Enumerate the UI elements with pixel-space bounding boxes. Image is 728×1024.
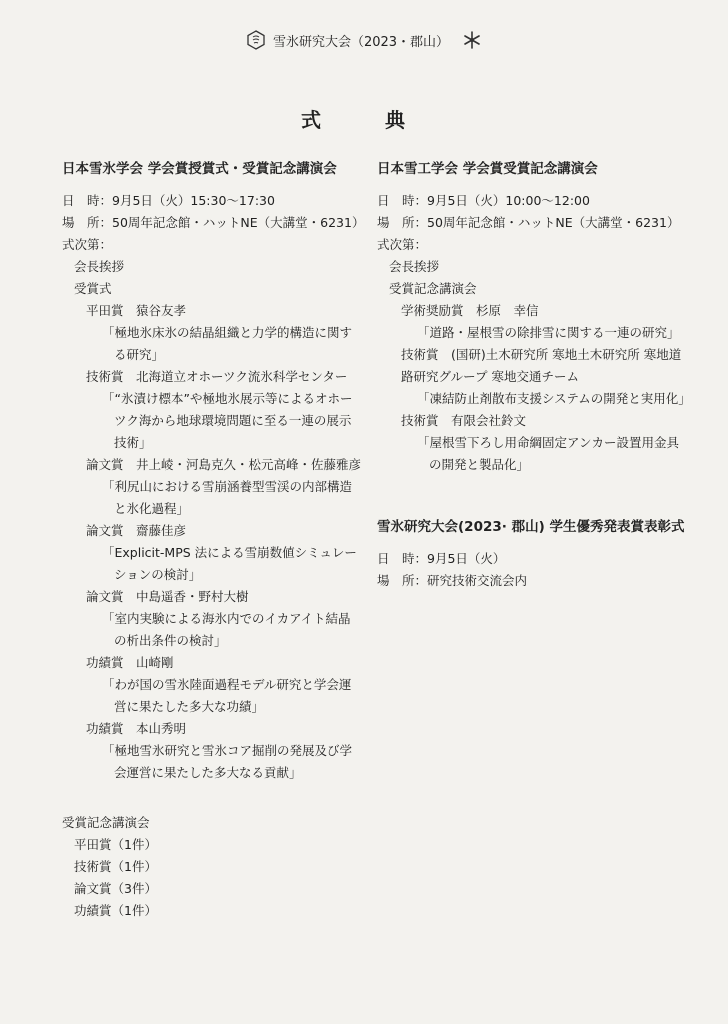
student-award-heading: 雪氷研究大会(2023· 郡山) 学生優秀発表賞表彰式	[377, 519, 685, 535]
page-title: 式 典	[301, 108, 427, 132]
award-citation: 「極地雪氷研究と雪氷コア掘削の発展及び学会運営に果たした多大なる貢献」	[102, 743, 353, 780]
lecture-item: 功績賞（1件）	[74, 903, 157, 918]
lectures-label: 受賞記念講演会	[62, 815, 150, 830]
award-name: 論文賞 井上崚・河島克久・松元高峰・佐藤雅彦	[86, 457, 362, 472]
lecture-item: 技術賞（1件）	[74, 859, 157, 874]
award-name: 技術賞 北海道立オホーツク流氷科学センター	[86, 369, 348, 384]
left-program-label: 式次第：	[62, 237, 113, 252]
left-place: 場 所：50周年記念館・ハットNE（大講堂・6231）	[62, 215, 365, 230]
lecture-item: 平田賞（1件）	[74, 837, 157, 852]
award-name: 功績賞 山崎剛	[86, 655, 174, 670]
right-program-label: 式次第：	[377, 237, 428, 252]
snowflake-icon	[463, 31, 481, 49]
right-heading: 日本雪工学会 学会賞受賞記念講演会	[377, 161, 598, 177]
award-citation: 「“氷漬け標本”や極地氷展示等によるオホーツク海から地球環境問題に至る一連の展示技術」	[102, 391, 353, 450]
award-citation: 「Explicit-MPS 法による雪崩数値シミュレーションの検討」	[102, 545, 357, 582]
lecture-item: 論文賞（3件）	[74, 881, 157, 896]
right-date: 日 時：9月5日（火）10:00〜12:00	[377, 193, 590, 208]
left-column	[62, 158, 365, 922]
award-name: 学術奨励賞 杉原 幸信	[401, 303, 539, 318]
header-title: 雪氷研究大会（2023・郡山）	[272, 34, 450, 50]
left-date: 日 時：9月5日（火）15:30〜17:30	[62, 193, 275, 208]
left-item: 会長挨拶	[74, 259, 125, 274]
student-award-place: 場 所：研究技術交流会内	[377, 573, 528, 588]
award-citation: 「屋根雪下ろし用命綱固定アンカー設置用金具の開発と製品化」	[417, 435, 680, 472]
page-header	[0, 30, 728, 50]
right-place: 場 所：50周年記念館・ハットNE（大講堂・6231）	[377, 215, 680, 230]
society-logo-icon	[247, 30, 265, 50]
award-citation: 「極地氷床氷の結晶組織と力学的構造に関する研究」	[102, 325, 353, 362]
left-item: 受賞式	[74, 281, 112, 296]
award-name: 平田賞 猿谷友孝	[86, 303, 187, 318]
right-item: 受賞記念講演会	[389, 281, 477, 296]
award-citation: 「わが国の雪氷陸面過程モデル研究と学会運営に果たした多大な功績」	[102, 677, 352, 714]
award-name: 功績賞 本山秀明	[86, 721, 187, 736]
right-column	[377, 158, 691, 592]
award-name: 論文賞 齋藤佳彦	[86, 523, 187, 538]
award-name: 技術賞 (国研)土木研究所 寒地土木研究所 寒地道路研究グループ 寒地交通チーム	[401, 347, 682, 384]
student-award-date: 日 時：9月5日（火）	[377, 551, 506, 566]
award-citation: 「道路・屋根雪の除排雪に関する一連の研究」	[417, 325, 680, 340]
right-item: 会長挨拶	[389, 259, 440, 274]
award-citation: 「室内実験による海氷内でのイカアイト結晶の析出条件の検討」	[102, 611, 351, 648]
award-name: 技術賞 有限会社鈴文	[401, 413, 527, 428]
left-heading: 日本雪氷学会 学会賞授賞式・受賞記念講演会	[62, 161, 337, 177]
award-citation: 「凍結防止剤散布支援システムの開発と実用化」	[417, 391, 691, 406]
award-name: 論文賞 中島遥香・野村大樹	[86, 589, 249, 604]
award-citation: 「利尻山における雪崩涵養型雪渓の内部構造と氷化過程」	[102, 479, 353, 516]
